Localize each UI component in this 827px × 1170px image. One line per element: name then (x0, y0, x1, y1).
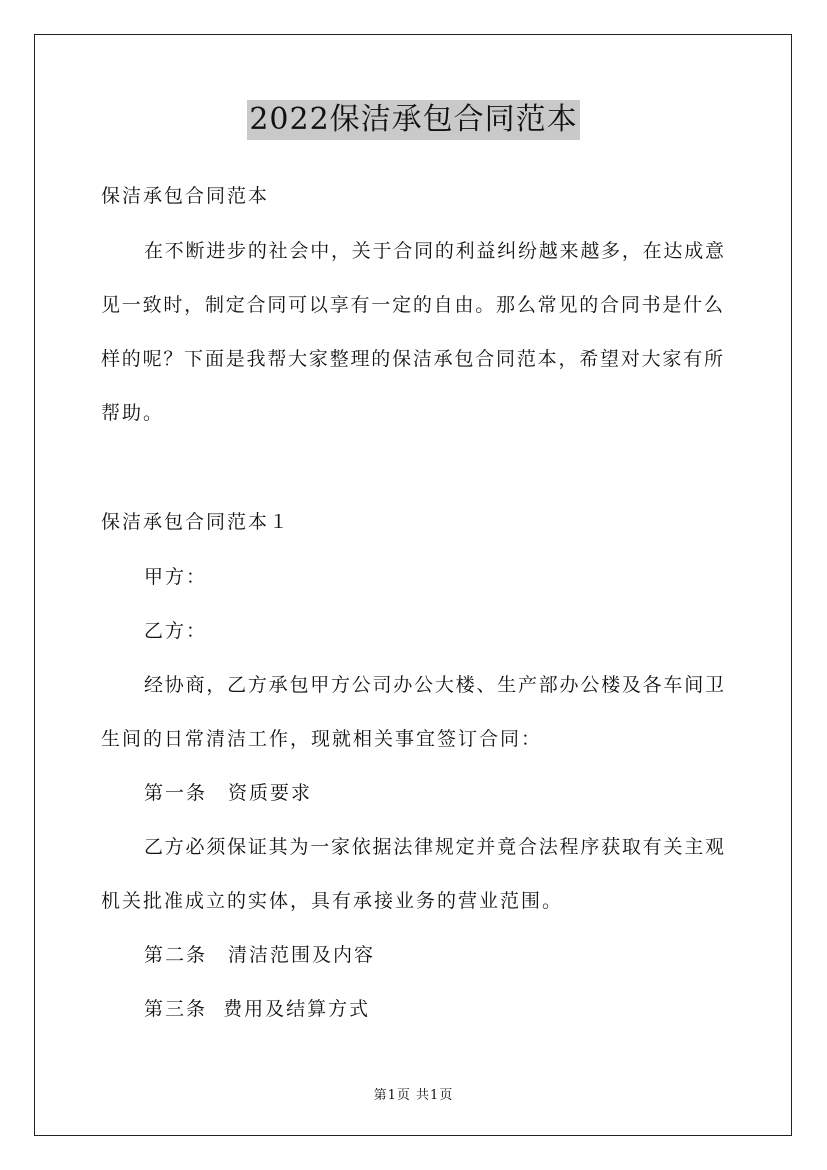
section-heading: 保洁承包合同范本１ (101, 511, 291, 533)
party-a-label: 甲方： (144, 566, 208, 588)
title-container (0, 100, 827, 140)
intro-line-4: 帮助。 (101, 402, 165, 424)
intro-line-2: 见一致时，制定合同可以享有一定的自由。那么常见的合同书是什么 (101, 294, 723, 316)
intro-line-1: 在不断进步的社会中，关于合同的利益纠纷越来越多，在达成意 (144, 240, 724, 262)
party-b-label: 乙方： (144, 620, 208, 642)
negotiation-line-2: 生间的日常清洁工作，现就相关事宜签订合同： (101, 728, 543, 750)
negotiation-line-1: 经协商，乙方承包甲方公司办公大楼、生产部办公楼及各车间卫 (144, 674, 724, 696)
subtitle: 保洁承包合同范本 (101, 185, 270, 207)
article-2-title: 第二条 清洁范围及内容 (144, 944, 376, 966)
article-3-title: 第三条 费用及结算方式 (144, 998, 371, 1020)
page-number-footer: 第1页 共1页 (373, 1088, 454, 1103)
document-title: 2022保洁承包合同范本 (247, 100, 579, 140)
article-1-title: 第一条 资质要求 (144, 782, 313, 804)
article-1-line-2: 机关批准成立的实体，具有承接业务的营业范围。 (101, 890, 564, 912)
intro-line-3: 样的呢？下面是我帮大家整理的保洁承包合同范本，希望对大家有所 (101, 348, 723, 370)
article-1-line-1: 乙方必须保证其为一家依据法律规定并竟合法程序获取有关主观 (144, 836, 724, 858)
